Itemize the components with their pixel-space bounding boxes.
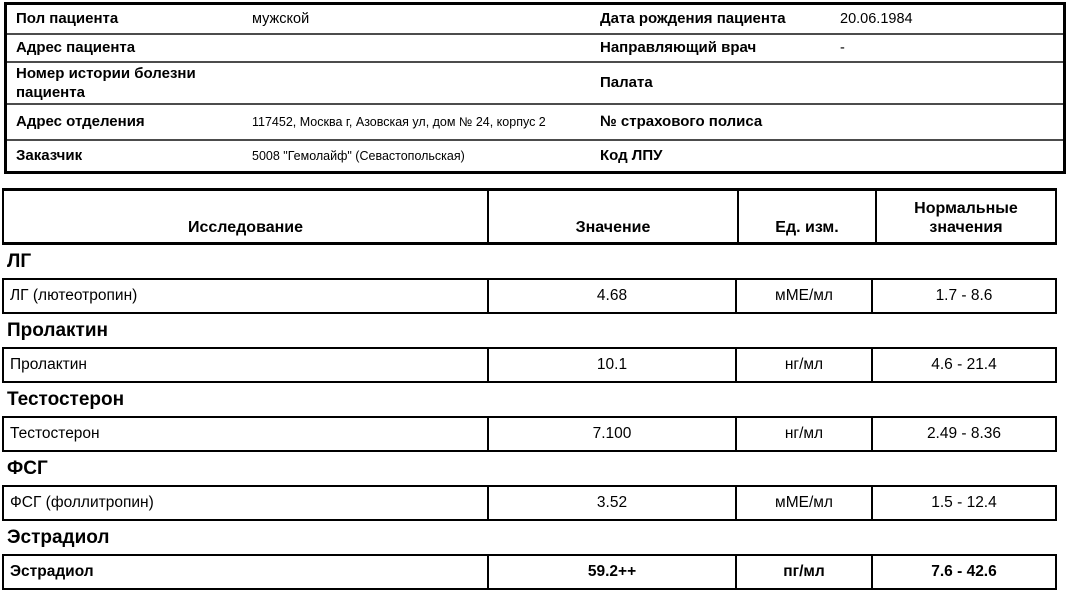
section-title: ФСГ: [7, 457, 48, 479]
field-value: 117452, Москва г, Азовская ул, дом № 24, корпус 2: [252, 115, 546, 129]
test-name-cell: ФСГ (фоллитропин): [10, 494, 154, 511]
value-cell: 7.100: [487, 418, 735, 450]
test-name-cell: Эстрадиол: [10, 563, 94, 580]
info-row-address: [7, 35, 1063, 63]
normal-range-cell: 1.7 - 8.6: [871, 280, 1055, 312]
value-cell: 59.2++: [487, 556, 735, 588]
test-name-cell: Тестостерон: [10, 425, 100, 442]
results-table: [2, 188, 1057, 590]
info-row-customer: [7, 141, 1063, 171]
units-cell: нг/мл: [735, 418, 871, 450]
normal-range-cell: 7.6 - 42.6: [871, 556, 1055, 588]
column-header-units: Ед. изм.: [737, 191, 875, 242]
units-cell: пг/мл: [735, 556, 871, 588]
value-cell: 3.52: [487, 487, 735, 519]
result-row: [2, 485, 1057, 521]
field-label: Номер истории болезни пациента: [16, 64, 196, 101]
section-title: Эстрадиол: [7, 526, 110, 548]
patient-info-table: [4, 2, 1066, 174]
info-row-history-number: [7, 63, 1063, 105]
column-header-test: Исследование: [188, 219, 303, 237]
result-row: [2, 278, 1057, 314]
section-title: Пролактин: [7, 319, 109, 341]
field-label: Адрес пациента: [16, 39, 136, 57]
field-label: Заказчик: [16, 147, 83, 165]
normal-range-cell: 2.49 - 8.36: [871, 418, 1055, 450]
value-cell: 10.1: [487, 349, 735, 381]
units-cell: нг/мл: [735, 349, 871, 381]
results-header-row: [2, 188, 1057, 245]
section-title: Тестостерон: [7, 388, 125, 410]
result-row: [2, 416, 1057, 452]
field-label: Направляющий врач: [600, 39, 757, 57]
result-row: [2, 347, 1057, 383]
normal-range-cell: 1.5 - 12.4: [871, 487, 1055, 519]
value-cell: 4.68: [487, 280, 735, 312]
column-header-value: Значение: [487, 191, 737, 242]
field-label: Палата: [600, 74, 653, 92]
field-label: № страхового полиса: [600, 113, 763, 131]
units-cell: мМЕ/мл: [735, 487, 871, 519]
field-label: Пол пациента: [16, 10, 119, 28]
field-value: 5008 "Гемолайф" (Севастопольская): [252, 149, 465, 163]
field-value: мужской: [252, 11, 310, 27]
field-label: Код ЛПУ: [600, 147, 663, 165]
field-label: Дата рождения пациента: [600, 10, 786, 28]
info-row-department-address: [7, 105, 1063, 141]
info-row-sex: [7, 5, 1063, 35]
test-name-cell: Пролактин: [10, 356, 87, 373]
field-label: Адрес отделения: [16, 113, 145, 131]
field-value: 20.06.1984: [840, 11, 913, 27]
test-name-cell: ЛГ (лютеотропин): [10, 287, 138, 304]
column-header-normal-range: Нормальные значения: [875, 191, 1055, 242]
units-cell: мМЕ/мл: [735, 280, 871, 312]
field-value: -: [840, 40, 845, 56]
result-row-abnormal: [2, 554, 1057, 590]
section-title: ЛГ: [7, 250, 32, 272]
normal-range-cell: 4.6 - 21.4: [871, 349, 1055, 381]
